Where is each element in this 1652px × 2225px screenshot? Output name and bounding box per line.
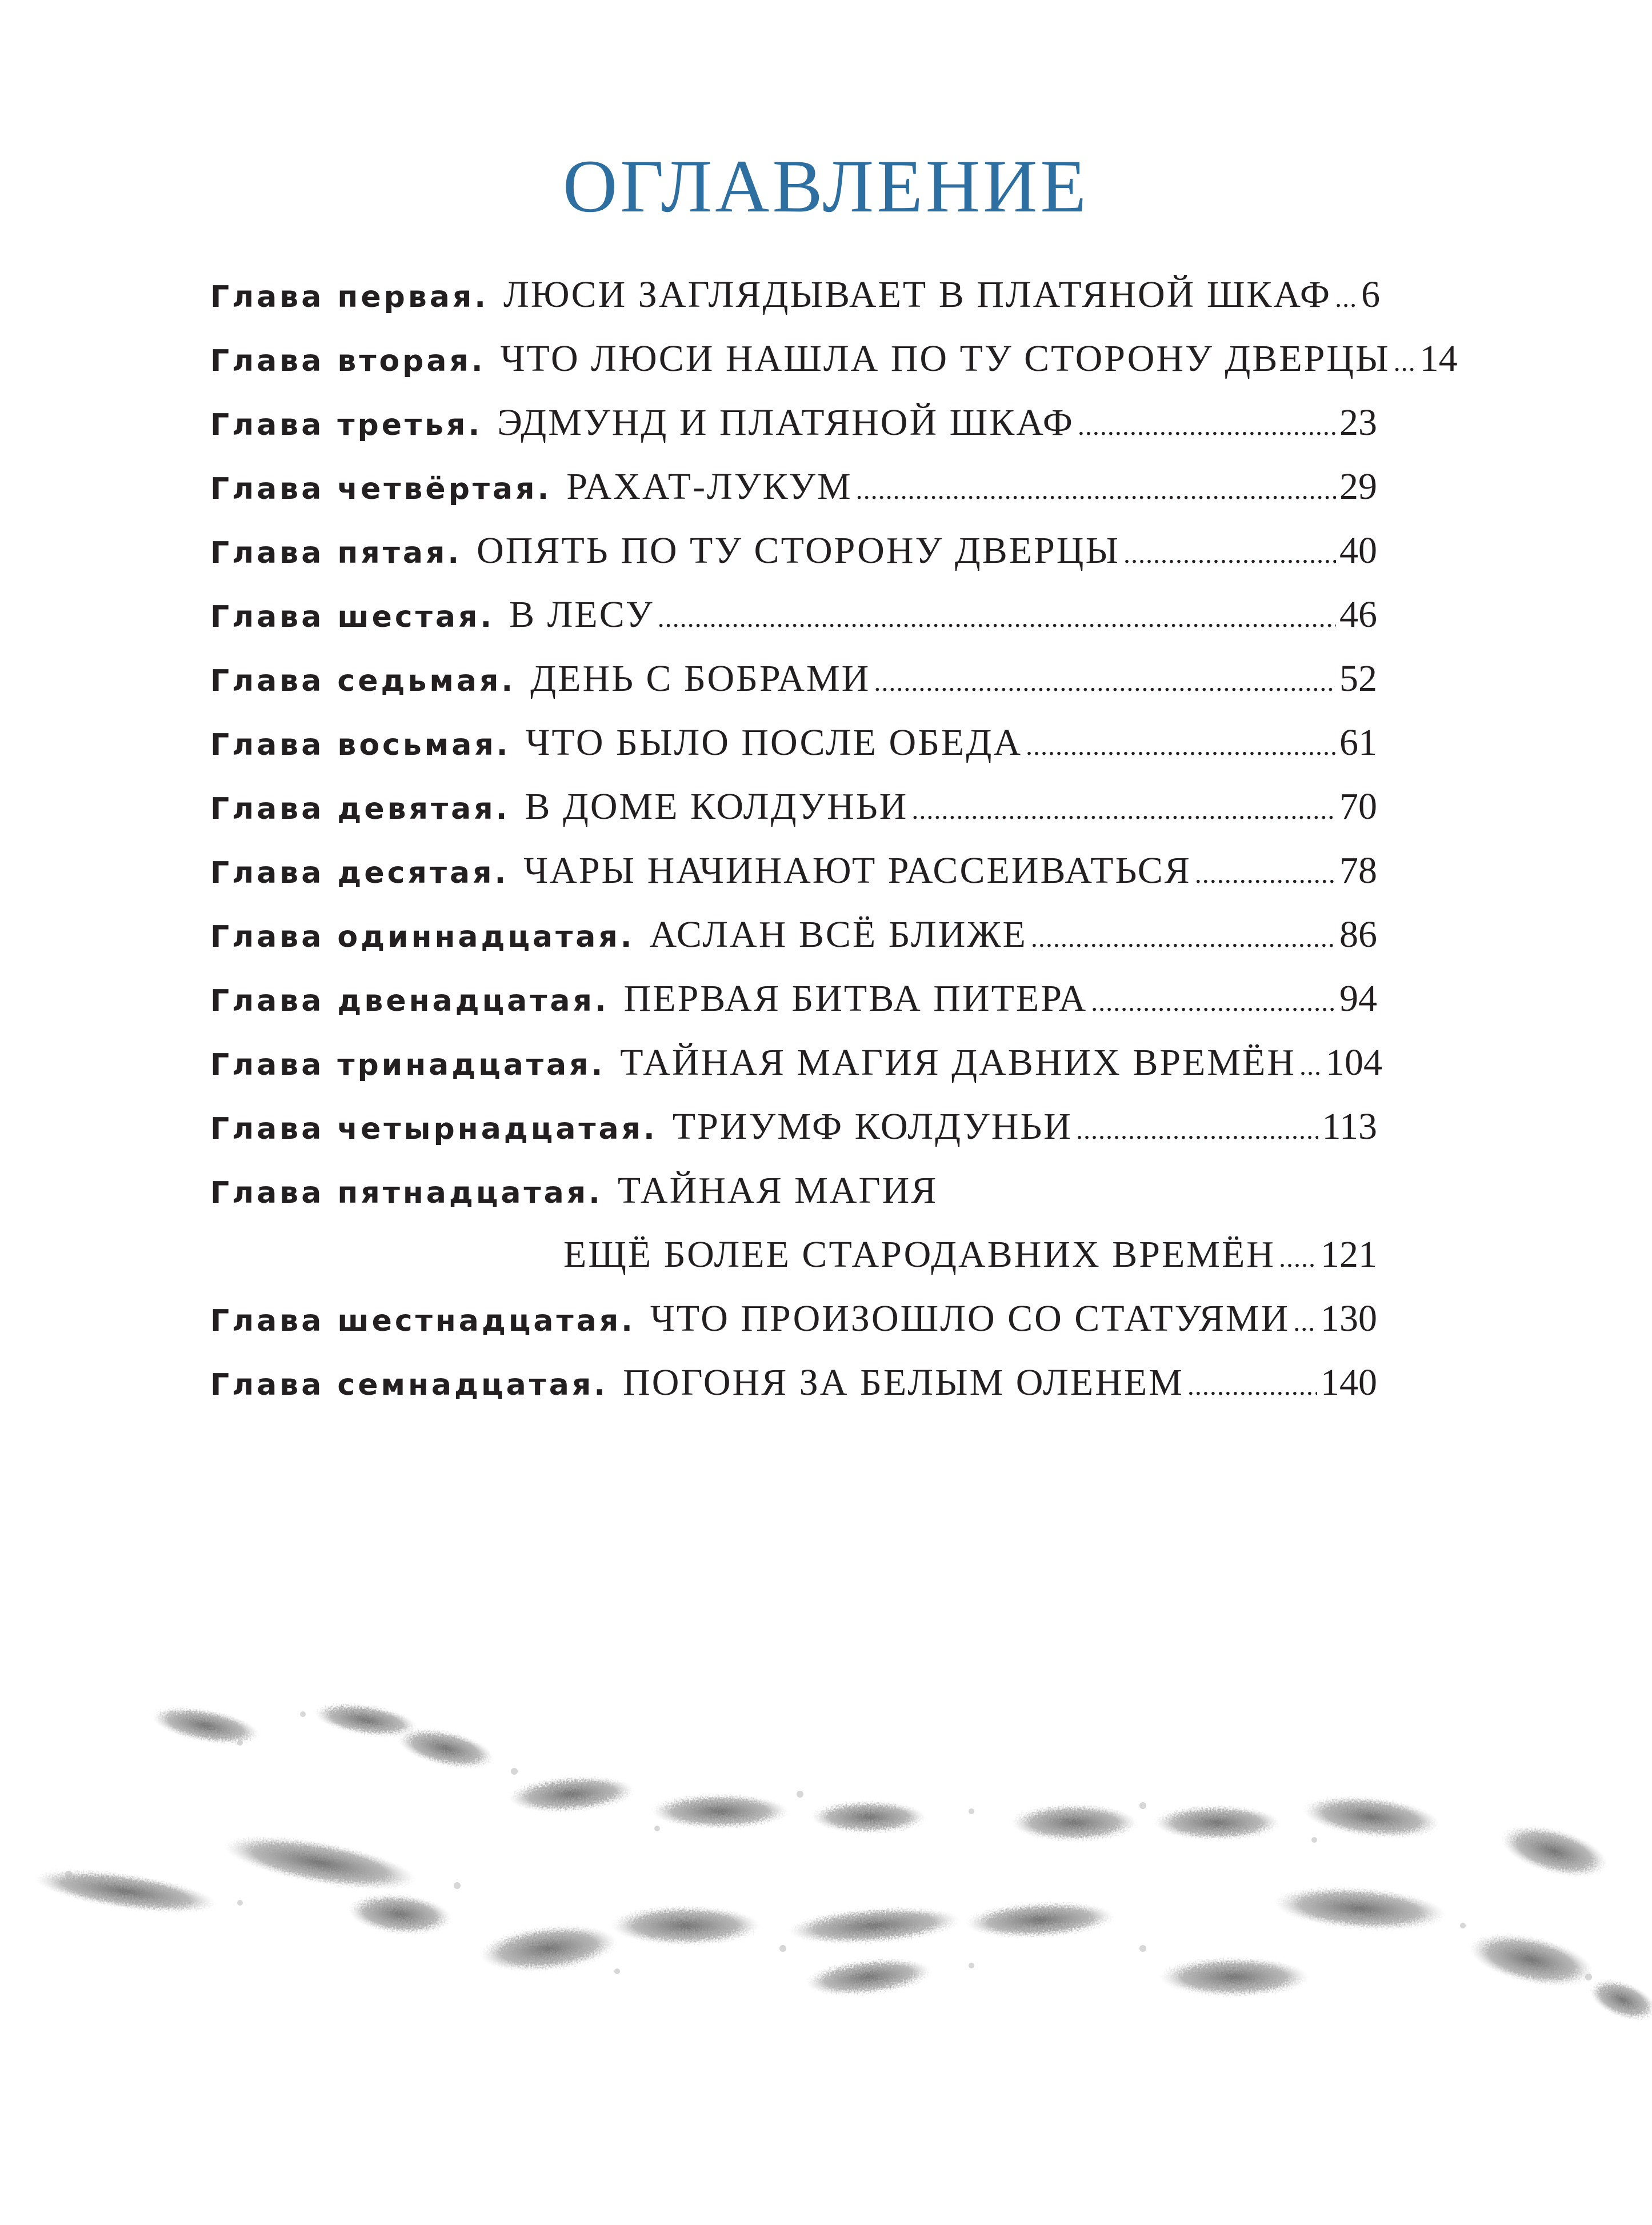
dot-leader xyxy=(658,602,1336,634)
dot-leader xyxy=(1091,986,1336,1018)
page-number: 94 xyxy=(1339,978,1377,1019)
page-number: 104 xyxy=(1326,1042,1383,1083)
chapter-title: ТАЙНАЯ МАГИЯ xyxy=(617,1170,938,1211)
dot-leader xyxy=(1123,538,1336,570)
dot-leader xyxy=(1031,922,1336,954)
dot-leader xyxy=(856,474,1336,506)
toc-entry[interactable] xyxy=(210,401,1377,465)
page-number: 23 xyxy=(1339,402,1377,443)
chapter-title: ДЕНЬ С БОБРАМИ xyxy=(530,658,871,699)
toc-entry[interactable] xyxy=(210,849,1377,913)
page-title: ОГЛАВЛЕНИЕ xyxy=(562,144,1090,228)
toc-entry[interactable] xyxy=(210,465,1377,529)
chapter-label: Глава первая. xyxy=(210,280,489,314)
chapter-title: ЧАРЫ НАЧИНАЮТ РАССЕИВАТЬСЯ xyxy=(523,850,1191,891)
chapter-label: Глава третья. xyxy=(210,408,483,442)
chapter-label: Глава четырнадцатая. xyxy=(210,1112,658,1146)
chapter-title: ПЕРВАЯ БИТВА ПИТЕРА xyxy=(623,978,1088,1019)
toc-entry[interactable] xyxy=(210,977,1377,1041)
page-number: 113 xyxy=(1322,1106,1377,1147)
toc-entry[interactable] xyxy=(210,1105,1377,1169)
chapter-title: ТАЙНАЯ МАГИЯ ДАВНИХ ВРЕМЁН xyxy=(620,1042,1297,1083)
chapter-title: ПОГОНЯ ЗА БЕЛЫМ ОЛЕНЕМ xyxy=(623,1362,1184,1403)
page-number: 61 xyxy=(1339,722,1377,763)
chapter-title: РАХАТ-ЛУКУМ xyxy=(566,466,853,507)
dot-leader xyxy=(911,794,1336,826)
chapter-label: Глава восьмая. xyxy=(210,728,511,762)
toc-entry[interactable] xyxy=(210,1169,1377,1233)
dot-leader xyxy=(1076,1114,1318,1146)
chapter-title: ЧТО ПРОИЗОШЛО СО СТАТУЯМИ xyxy=(650,1298,1290,1339)
page-number: 70 xyxy=(1339,786,1377,827)
chapter-title: В ДОМЕ КОЛДУНЬИ xyxy=(525,786,909,827)
toc-entry[interactable] xyxy=(210,337,1458,401)
dot-leader xyxy=(1026,730,1336,762)
chapter-label: Глава седьмая. xyxy=(210,664,516,698)
dot-leader xyxy=(1299,1050,1322,1082)
chapter-title: ОПЯТЬ ПО ТУ СТОРОНУ ДВЕРЦЫ xyxy=(477,530,1121,571)
dot-leader xyxy=(1279,1242,1317,1274)
page-number: 52 xyxy=(1339,658,1377,699)
chapter-title: В ЛЕСУ xyxy=(509,594,654,635)
page-number: 78 xyxy=(1339,850,1377,891)
dot-leader xyxy=(1195,858,1336,890)
toc-entry[interactable] xyxy=(210,593,1377,657)
page-number: 130 xyxy=(1321,1298,1377,1339)
chapter-label: Глава шестнадцатая. xyxy=(210,1304,635,1338)
chapter-label: Глава пятнадцатая. xyxy=(210,1176,603,1210)
chapter-title: ЛЮСИ ЗАГЛЯДЫВАЕТ В ПЛАТЯНОЙ ШКАФ xyxy=(503,274,1332,315)
chapter-title: ЧТО ЛЮСИ НАШЛА ПО ТУ СТОРОНУ ДВЕРЦЫ xyxy=(500,338,1390,379)
page-number: 140 xyxy=(1321,1362,1377,1403)
page-number: 6 xyxy=(1361,274,1381,315)
toc-entry[interactable] xyxy=(210,529,1377,593)
page-number: 14 xyxy=(1419,338,1458,379)
toc-entry[interactable] xyxy=(210,1361,1377,1425)
toc-entry[interactable] xyxy=(210,721,1377,785)
page-number: 29 xyxy=(1339,466,1377,507)
chapter-title: АСЛАН ВСЁ БЛИЖЕ xyxy=(649,914,1027,955)
toc-entry[interactable] xyxy=(210,1297,1377,1361)
dot-leader xyxy=(1335,282,1358,314)
page-number: 86 xyxy=(1339,914,1377,955)
table-of-contents xyxy=(210,273,1458,1425)
chapter-label: Глава четвёртая. xyxy=(210,472,552,506)
chapter-title: ЭДМУНД И ПЛАТЯНОЙ ШКАФ xyxy=(497,402,1074,443)
chapter-label: Глава тринадцатая. xyxy=(210,1048,606,1082)
toc-entry[interactable] xyxy=(210,785,1377,849)
chapter-label: Глава семнадцатая. xyxy=(210,1368,609,1402)
chapter-label: Глава пятая. xyxy=(210,536,462,570)
chapter-label: Глава девятая. xyxy=(210,792,510,826)
chapter-label: Глава двенадцатая. xyxy=(210,984,609,1018)
dot-leader xyxy=(1394,346,1417,378)
page-number: 121 xyxy=(1321,1234,1377,1275)
chapter-title: ЧТО БЫЛО ПОСЛЕ ОБЕДА xyxy=(525,722,1023,763)
dot-leader xyxy=(1293,1306,1317,1338)
page-number: 46 xyxy=(1339,594,1377,635)
dot-leader xyxy=(1187,1370,1317,1402)
chapter-label: Глава шестая. xyxy=(210,600,495,634)
dot-leader xyxy=(1078,410,1336,442)
chapter-title-continuation: ЕЩЁ БОЛЕЕ СТАРОДАВНИХ ВРЕМЁН xyxy=(563,1234,1275,1275)
chapter-label: Глава десятая. xyxy=(210,856,509,890)
chapter-label: Глава одиннадцатая. xyxy=(210,920,635,954)
footprints-illustration xyxy=(0,1680,1652,2046)
page-number: 40 xyxy=(1339,530,1377,571)
dot-leader xyxy=(874,666,1336,698)
toc-entry[interactable] xyxy=(210,1041,1383,1105)
toc-entry[interactable] xyxy=(210,657,1377,721)
chapter-label: Глава вторая. xyxy=(210,344,486,378)
toc-entry[interactable] xyxy=(210,913,1377,977)
toc-entry-continuation[interactable] xyxy=(210,1233,1377,1297)
chapter-title: ТРИУМФ КОЛДУНЬИ xyxy=(672,1106,1073,1147)
toc-entry[interactable] xyxy=(210,273,1381,337)
